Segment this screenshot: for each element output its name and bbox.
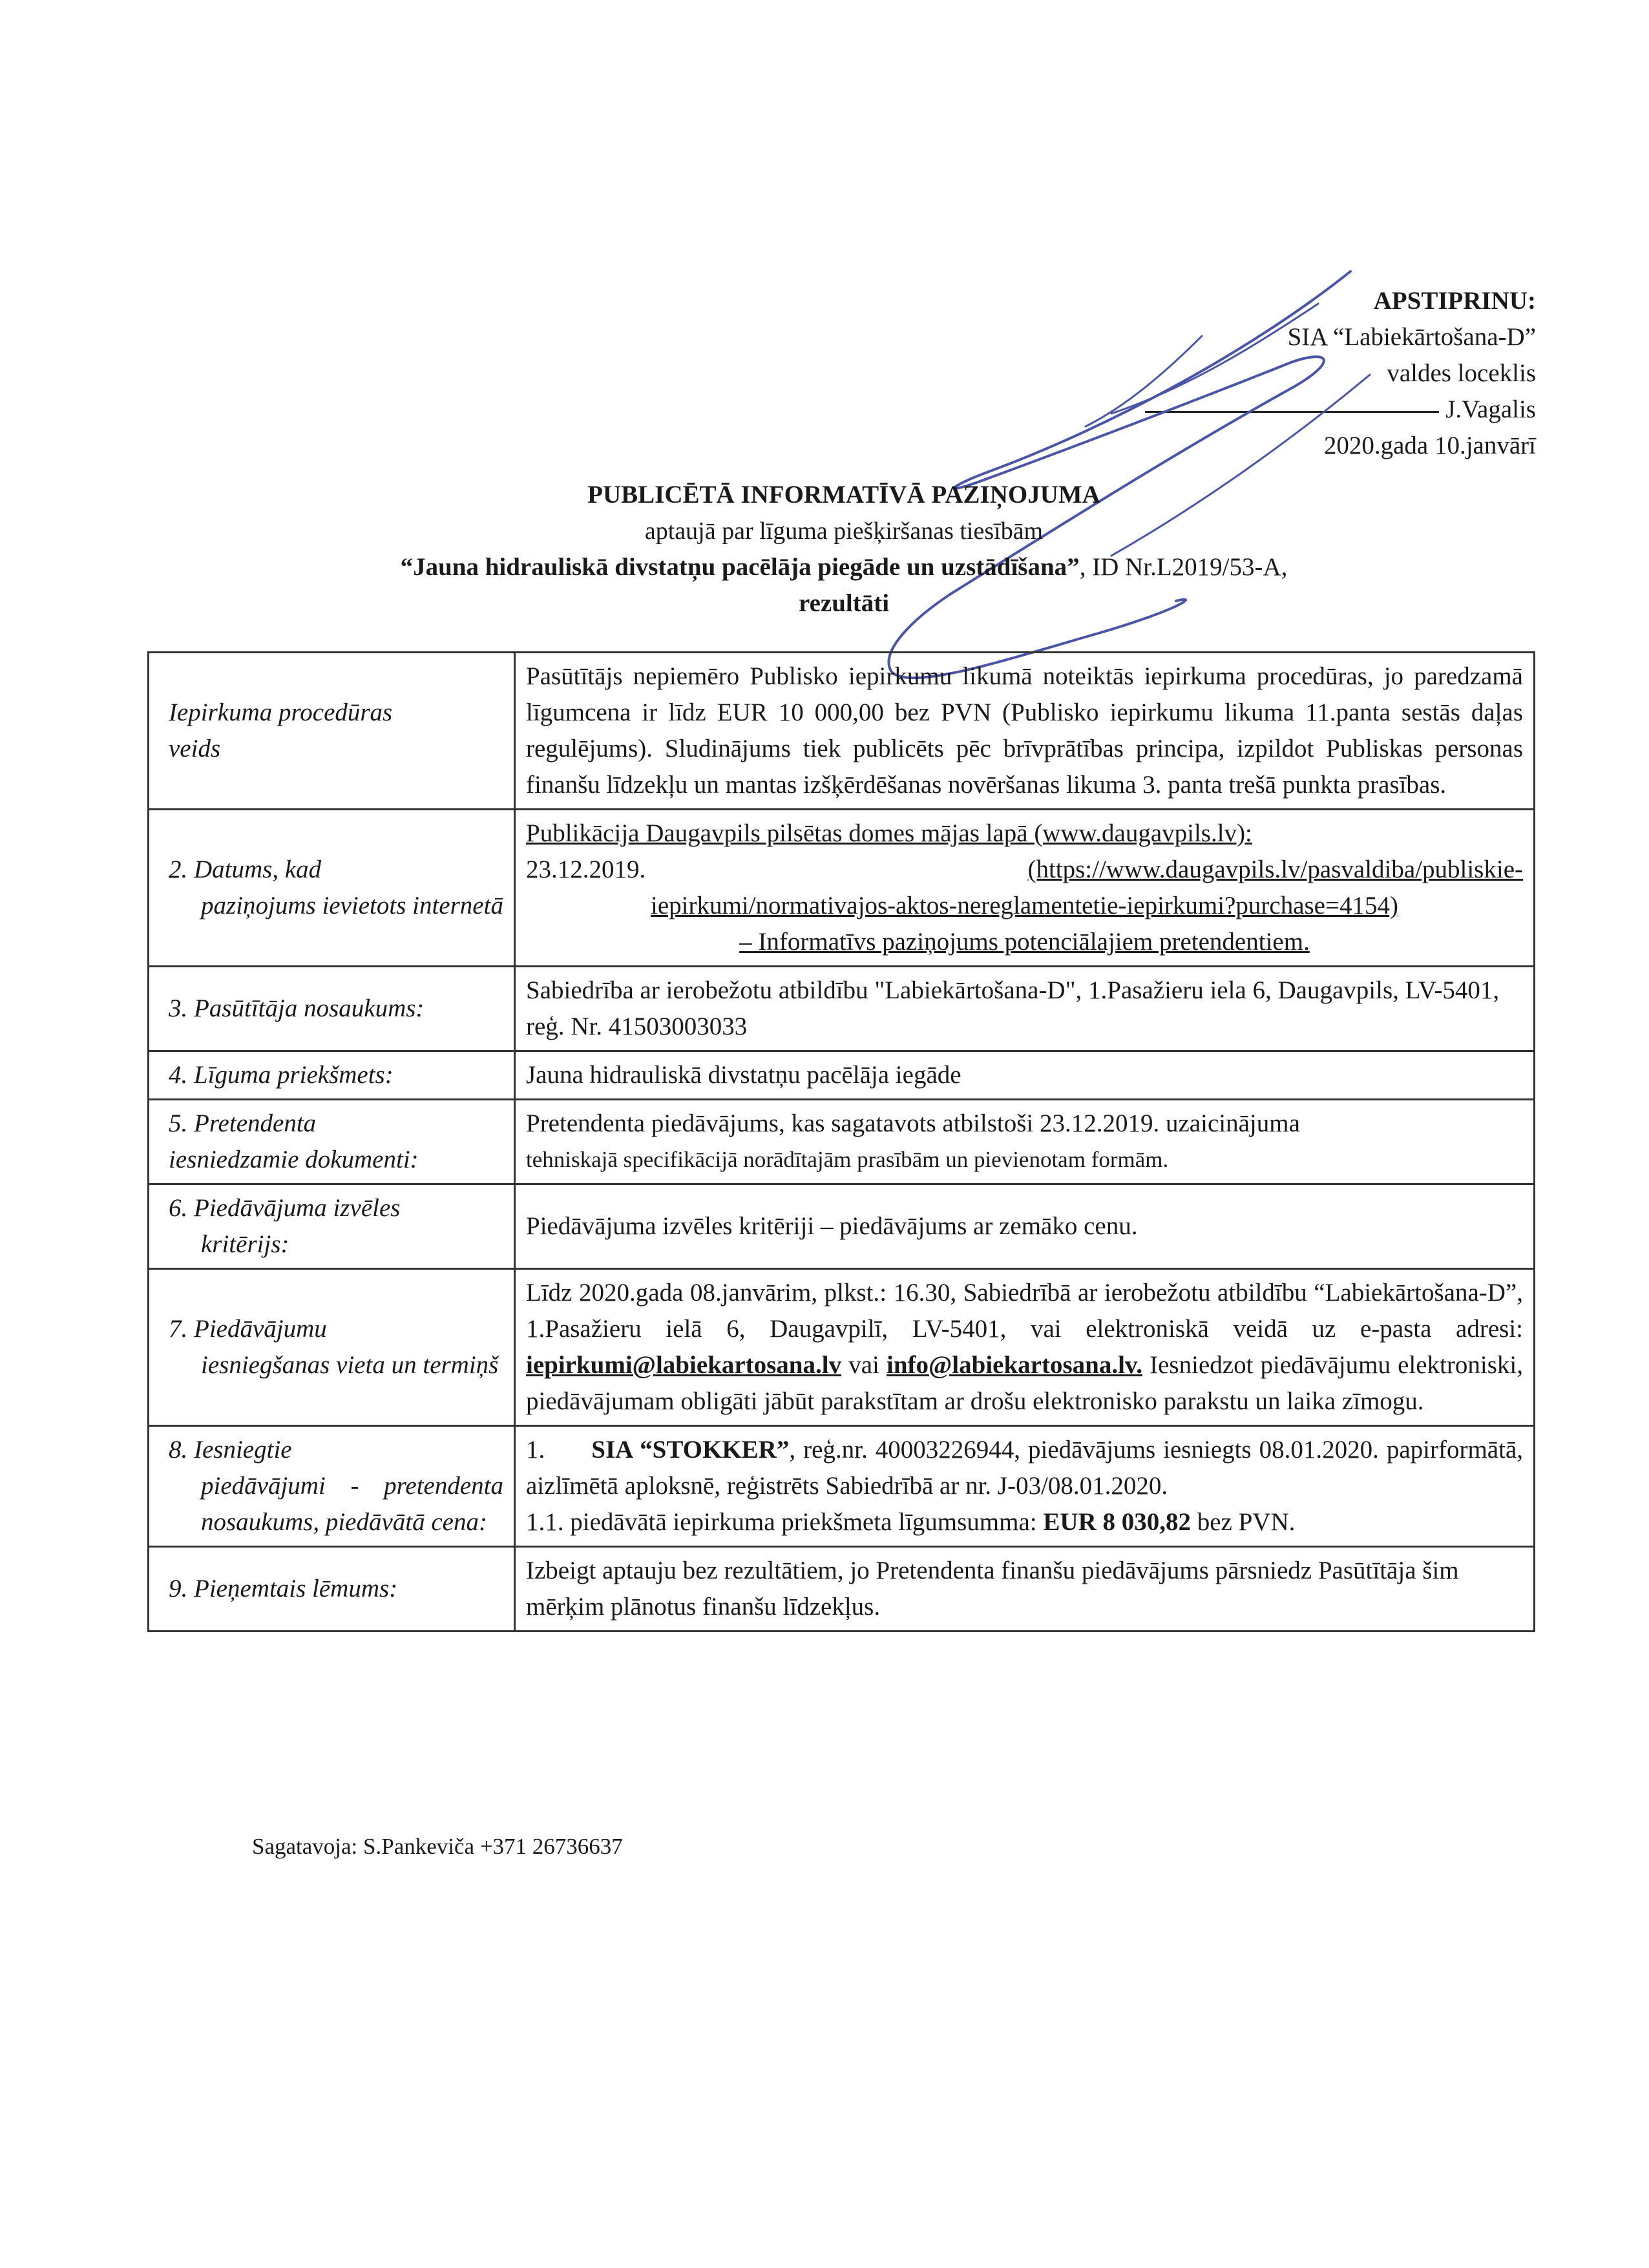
row-label: 9. Pieņemtais lēmums:: [149, 1547, 515, 1632]
value-text: Pretendenta piedāvājums, kas sagatavots atbilstoši 23.12.2019. uzaicinājuma: [526, 1109, 1300, 1137]
row-label: 4. Līguma priekšmets:: [149, 1051, 515, 1100]
row-value: [515, 1426, 1535, 1547]
label-text: iesniegšanas vieta un termiņš: [201, 1351, 499, 1379]
table-row: [149, 1269, 1535, 1426]
row-label: [149, 1426, 515, 1547]
row-value: Sabiedrība ar ierobežotu atbildību "Labiekārtošana-D", 1.Pasažieru iela 6, Daugavpils, LV-5401, reģ. Nr. 41503003033: [515, 967, 1535, 1051]
offer-amount: EUR 8 030,82: [1043, 1508, 1191, 1536]
table-row: [149, 967, 1535, 1051]
approval-name: J.Vagalis: [1445, 395, 1536, 423]
label-text: paziņojums ievietots internetā: [201, 892, 503, 919]
publication-text: Publikācija Daugavpils pilsētas domes mājas lapā (www.daugavpils.lv):: [526, 819, 1252, 847]
label-text: 6. Piedāvājuma izvēles: [169, 1194, 401, 1222]
bidder-name: SIA “STOKKER”: [591, 1436, 790, 1464]
table-row: [149, 1426, 1535, 1547]
table-row: [149, 810, 1535, 967]
value-text: 1.1. piedāvātā iepirkuma priekšmeta līgumsumma:: [526, 1508, 1044, 1536]
label-text: 7. Piedāvājumu: [169, 1315, 327, 1343]
row-value: Piedāvājuma izvēles kritēriji – piedāvājums ar zemāko cenu.: [515, 1184, 1535, 1269]
row-label: [149, 653, 515, 810]
publication-link[interactable]: (https://www.daugavpils.lv/pasvaldiba/publiskie-: [1027, 856, 1523, 883]
table-row: [149, 1547, 1535, 1632]
row-value: [515, 1269, 1535, 1426]
approval-role: valdes loceklis: [1387, 359, 1536, 387]
value-text: , reģ.nr. 40003226944, piedāvājums iesniegts 08.01.2020. papirformātā, aizlīmētā aploksnē, reģistrēts Sabiedrībā ar nr. J-03/08.01.2020.: [526, 1436, 1524, 1500]
row-label: [149, 1184, 515, 1269]
row-value: [515, 810, 1535, 967]
value-text: tehniskajā specifikācijā norādītajām prasībām un pievienotam formām.: [526, 1147, 1169, 1172]
row-value: Pasūtītājs nepiemēro Publisko iepirkumu likumā noteiktās iepirkuma procedūras, jo paredzamā līgumcena ir līdz EUR 10 000,00 bez PVN (Publisko iepirkumu likuma 11.panta sestās daļas regulējums). Sludinājums tiek publicēts pēc brīvprātības principa, izpildot Publiskas personas finanšu līdzekļu un mantas izšķērdēšanas novēršanas likuma 3. panta trešā punkta prasības.: [515, 653, 1535, 810]
label-text: 2. Datums, kad: [169, 856, 322, 883]
approval-date: 2020.gada 10.janvārī: [1323, 432, 1536, 459]
item-number: 1.: [526, 1436, 545, 1464]
label-text: piedāvājumi - pretendenta nosaukums, piedāvātā cena:: [201, 1472, 503, 1536]
heading-line-4: rezultāti: [798, 589, 890, 617]
row-label: 3. Pasūtītāja nosaukums:: [149, 967, 515, 1051]
prepared-by: Sagatavoja: S.Pankeviča +371 26736637: [252, 1834, 623, 1859]
label-text: Iepirkuma procedūras: [169, 698, 393, 726]
approval-title: APSTIPRINU:: [1373, 287, 1536, 315]
table-row: [149, 1100, 1535, 1184]
label-text: 8. Iesniegtie: [169, 1436, 292, 1464]
heading-line-3: [155, 549, 1533, 585]
label-text: kritērijs:: [201, 1230, 289, 1258]
procurement-title: “Jauna hidrauliskā divstatņu pacēlāja piegāde un uzstādīšana”: [400, 553, 1080, 581]
table-row: [149, 653, 1535, 810]
results-table: [147, 651, 1535, 1632]
email-link[interactable]: info@labiekartosana.lv.: [887, 1351, 1142, 1379]
publication-date: 23.12.2019.: [526, 856, 646, 883]
row-value: Izbeigt aptauju bez rezultātiem, jo Pretendenta finanšu piedāvājums pārsniedz Pasūtītāja šim mērķim plānotus finanšu līdzekļus.: [515, 1547, 1535, 1632]
heading-line-1: PUBLICĒTĀ INFORMATĪVĀ PAZIŅOJUMA: [587, 481, 1100, 509]
value-text: bez PVN.: [1190, 1508, 1296, 1536]
publication-link-cont[interactable]: iepirkumi/normativajos-aktos-nereglamentetie-iepirkumi?purchase=4154): [651, 892, 1398, 919]
table-row: [149, 1184, 1535, 1269]
label-text: iesniedzamie dokumenti:: [169, 1146, 419, 1173]
row-label: [149, 1100, 515, 1184]
publication-note: – Informatīvs paziņojums potenciālajiem pretendentiem.: [739, 928, 1310, 956]
approval-org: SIA “Labiekārtošana-D”: [1287, 323, 1536, 351]
value-text: Līdz 2020.gada 08.janvārim, plkst.: 16.30, Sabiedrībā ar ierobežotu atbildību “Labiekārtošana-D”, 1.Pasažieru ielā 6, Daugavpilī, LV-5401, vai elektroniskā veidā uz e-pasta adresi:: [526, 1279, 1523, 1343]
table-row: [149, 1051, 1535, 1100]
heading-line-2: aptaujā par līguma piešķiršanas tiesībām: [644, 518, 1044, 545]
row-label: [149, 810, 515, 967]
label-text: veids: [169, 735, 221, 762]
document-heading: [155, 477, 1533, 622]
row-value: Jauna hidrauliskā divstatņu pacēlāja iegāde: [515, 1051, 1535, 1100]
label-text: 5. Pretendenta: [169, 1109, 317, 1137]
procurement-id: , ID Nr.L2019/53-A,: [1079, 553, 1288, 581]
row-value: [515, 1100, 1535, 1184]
row-label: [149, 1269, 515, 1426]
value-text: Iesniedzot piedāvājumu elektroniski, piedāvājumam obligāti jābūt parakstītam ar drošu elektronisko parakstu un laika zīmogu.: [526, 1351, 1523, 1415]
email-link[interactable]: iepirkumi@labiekartosana.lv: [526, 1351, 842, 1379]
value-text: vai: [841, 1351, 887, 1379]
